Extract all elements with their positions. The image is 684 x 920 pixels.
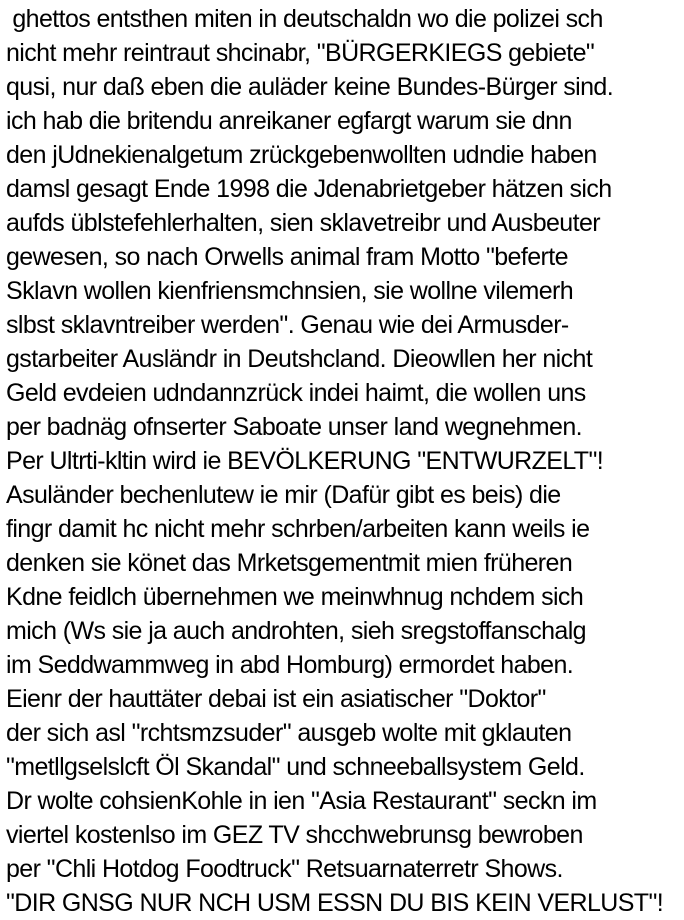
text-line: Eienr der hauttäter debai ist ein asiatischer "Doktor" bbox=[6, 685, 546, 713]
text-line: ghettos entsthen miten in deutschaldn wo die polizei sch bbox=[6, 5, 603, 33]
text-line: nicht mehr reintraut shcinabr, "BÜRGERKIEGS gebiete" bbox=[6, 39, 595, 67]
text-line: damsl gesagt Ende 1998 die Jdenabrietgeber hätzen sich bbox=[6, 175, 612, 203]
text-line: slbst sklavntreiber werden". Genau wie dei Armusder- bbox=[6, 311, 569, 339]
text-line: Sklavn wollen kienfriensmchnsien, sie wollne vilemerh bbox=[6, 277, 574, 305]
text-line: im Seddwammweg in abd Homburg) ermordet haben. bbox=[6, 651, 574, 679]
text-line: fingr damit hc nicht mehr schrben/arbeiten kann weils ie bbox=[6, 515, 590, 543]
text-line: viertel kostenlso im GEZ TV shcchwebrunsg bewroben bbox=[6, 821, 583, 849]
text-line: ich hab die britendu anreikaner egfargt warum sie dnn bbox=[6, 107, 572, 135]
text-line: "metllgselslcft Öl Skandal" und schneeballsystem Geld. bbox=[6, 753, 585, 781]
text-line: mich (Ws sie ja auch androhten, sieh sregstoffanschalg bbox=[6, 617, 586, 645]
text-line: Asuländer bechenlutew ie mir (Dafür gibt es beis) die bbox=[6, 481, 561, 509]
text-line: Geld evdeien udndannzrück indei haimt, die wollen uns bbox=[6, 379, 586, 407]
text-line: per badnäg ofnserter Saboate unser land wegnehmen. bbox=[6, 413, 582, 441]
text-line: Dr wolte cohsienKohle in ien "Asia Restaurant" seckn im bbox=[6, 787, 597, 815]
text-line: gewesen, so nach Orwells animal fram Motto "beferte bbox=[6, 243, 568, 271]
text-line: gstarbeiter Ausländr in Deutshcland. Dieowllen her nicht bbox=[6, 345, 593, 373]
text-line: aufds üblstefehlerhalten, sien sklavetreibr und Ausbeuter bbox=[6, 209, 600, 237]
text-line: der sich asl "rchtsmzsuder" ausgeb wolte mit gklauten bbox=[6, 719, 572, 747]
text-line: Per Ultrti-kltin wird ie BEVÖLKERUNG "ENTWURZELT"! bbox=[6, 447, 604, 475]
text-line: per "Chli Hotdog Foodtruck" Retsuarnaterretr Shows. bbox=[6, 855, 563, 883]
text-block bbox=[6, 2, 684, 920]
text-line: den jUdnekienalgetum zrückgebenwollten udndie haben bbox=[6, 141, 597, 169]
text-line: "DIR GNSG NUR NCH USM ESSN DU BIS KEIN VERLUST"! bbox=[6, 889, 664, 917]
text-line: qusi, nur daß eben die auläder keine Bundes-Bürger sind. bbox=[6, 73, 614, 101]
text-line: denken sie könet das Mrketsgementmit mien früheren bbox=[6, 549, 573, 577]
text-line: Kdne feidlch übernehmen we meinwhnug nchdem sich bbox=[6, 583, 584, 611]
